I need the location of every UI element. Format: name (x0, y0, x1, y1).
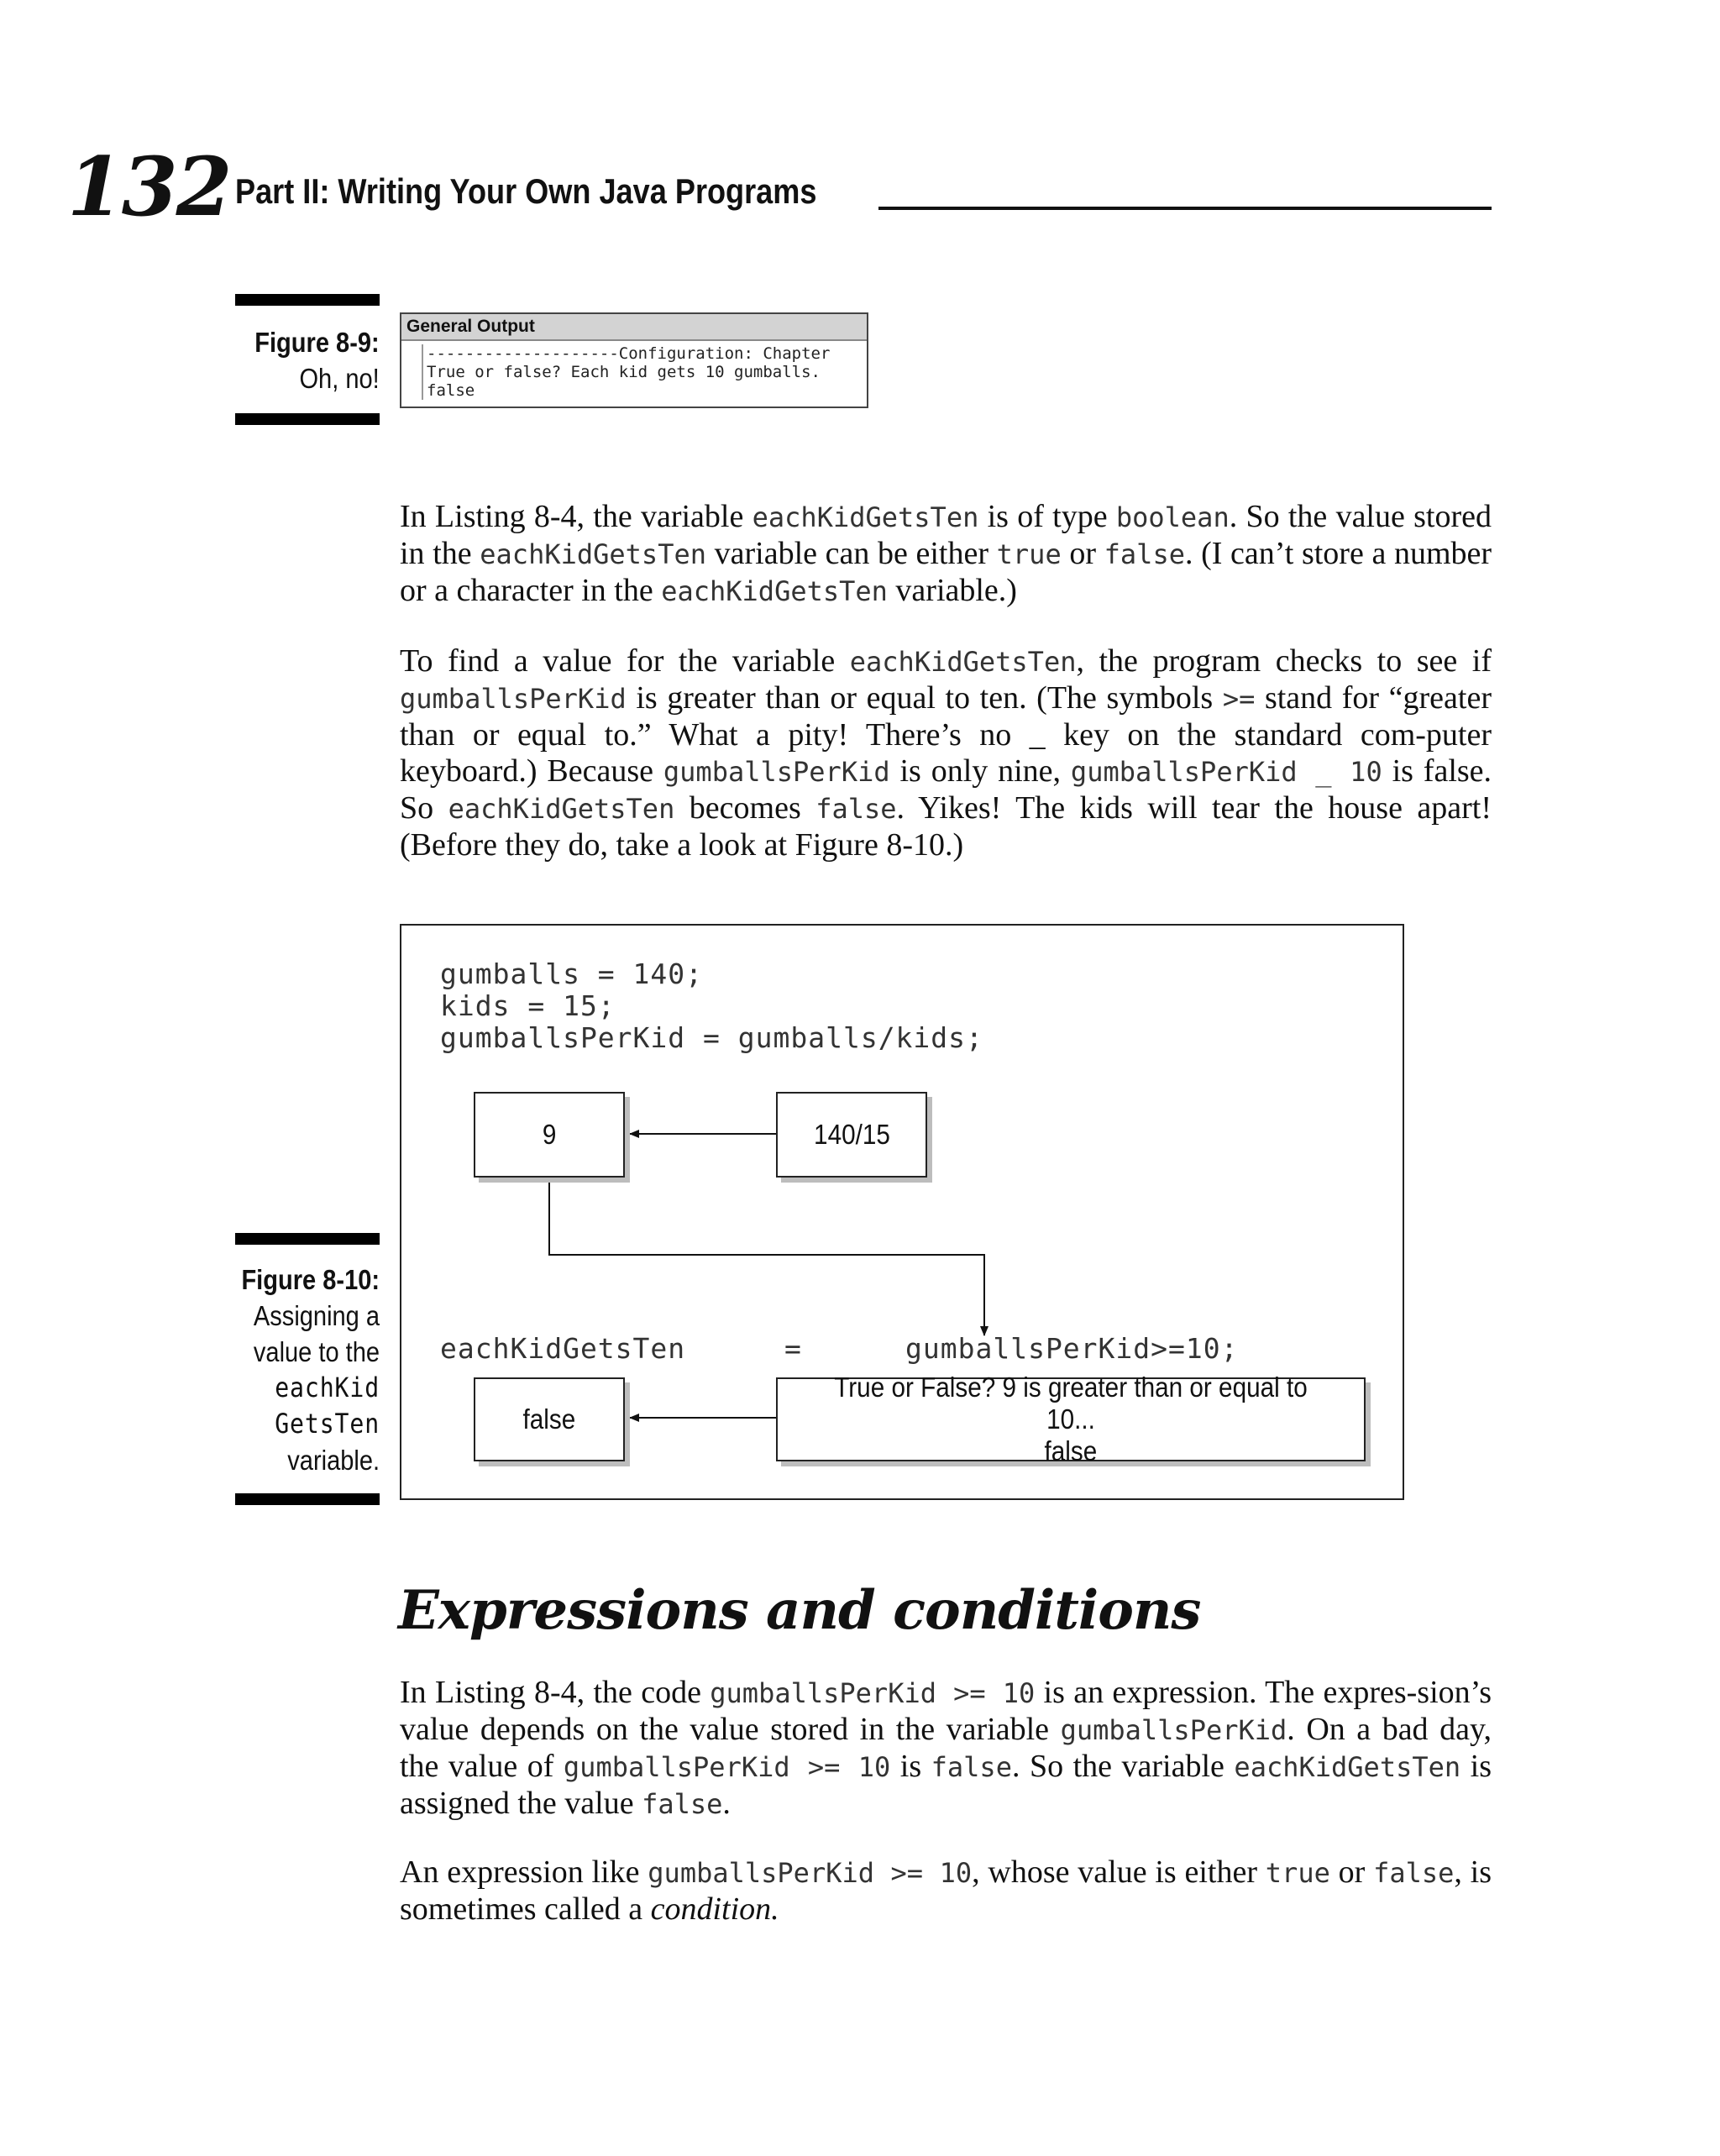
inline-code: gumballsPerKid >= 10 (563, 1751, 891, 1783)
text-run: variable.) (887, 573, 1017, 608)
paragraph-boolean-type (400, 499, 1492, 610)
text-run: . (722, 1786, 731, 1821)
text-run: . So the value stored in the (400, 499, 1492, 571)
inline-code: eachKidGetsTen (480, 538, 706, 570)
connector-result-to-condition (549, 1161, 984, 1335)
figure-8-9-caption-text: Oh, no! (299, 363, 380, 394)
caption-code-line: eachKid (275, 1372, 380, 1403)
caption-line: variable. (287, 1445, 380, 1476)
inline-code: true (1265, 1857, 1330, 1889)
console-line: --------------------Configuration: Chapter (427, 344, 831, 363)
text-run: is only nine, (889, 753, 1071, 789)
assign-condition: gumballsPerKid>=10; (905, 1332, 1239, 1365)
inline-code: gumballsPerKid >= 10 (648, 1857, 973, 1889)
text-run: stand for “greater than or equal to.” What a pity! There’s no _ key on the standard com-puter keyboard.) Because (400, 680, 1492, 789)
inline-code: gumballsPerKid >= 10 (710, 1677, 1036, 1709)
text-run: is of type (978, 499, 1116, 534)
text-run: An expression like (400, 1854, 648, 1890)
inline-code: false (642, 1788, 723, 1820)
caption-line: value to the (253, 1336, 380, 1367)
figure-8-10-caption (241, 1262, 380, 1478)
inline-code: false (1104, 538, 1185, 570)
comparison-question: True or False? 9 is greater than or equal to 10... (834, 1372, 1308, 1435)
inline-code: eachKidGetsTen (448, 793, 675, 825)
figure-8-9-caption (255, 324, 380, 396)
text-run: or (1061, 536, 1104, 571)
console-line: false (427, 381, 475, 400)
text-run: is greater than or equal to ten. (The symbols (626, 680, 1223, 716)
inline-code: eachKidGetsTen (849, 646, 1077, 678)
emphasis: condition. (650, 1891, 779, 1927)
running-head-title: Part II: Writing Your Own Java Programs (235, 171, 817, 211)
result-value: 9 (542, 1119, 557, 1150)
text-run: or (1329, 1854, 1374, 1890)
false-result-box (474, 1377, 625, 1461)
general-output-window (400, 312, 868, 408)
text-run: is false. So (400, 753, 1492, 826)
result-box (474, 1092, 625, 1178)
comparison-box (776, 1372, 1366, 1466)
comparison-answer: false (1044, 1435, 1098, 1466)
paragraph-expression (400, 1675, 1492, 1823)
inline-code: false (1373, 1857, 1455, 1889)
figure-8-10-label: Figure 8-10: (241, 1264, 380, 1295)
text-run: is assigned the value (400, 1749, 1492, 1821)
text-run: is an expression. The expres-sion’s value depends on the value stored in the variable (400, 1675, 1492, 1747)
inline-code: eachKidGetsTen (661, 575, 888, 607)
page-number: 132 (67, 139, 231, 234)
code-line-gumballs-per-kid: gumballsPerKid = gumballs/kids; (440, 1021, 983, 1054)
inline-code: false (931, 1751, 1012, 1783)
inline-code: gumballsPerKid (663, 756, 890, 788)
caption-code-line: GetsTen (275, 1408, 380, 1440)
inline-code: >= (1222, 683, 1256, 715)
text-run: In Listing 8-4, the variable (400, 499, 752, 534)
inline-code: false (815, 793, 897, 825)
figure-8-9-label: Figure 8-9: (254, 327, 380, 358)
caption-line: Assigning a (253, 1300, 380, 1331)
console-output (422, 344, 867, 400)
console-line: True or false? Each kid gets 10 gumballs. (427, 363, 821, 381)
text-run: . (I can’t store a number or a character in the (400, 536, 1492, 608)
figure-8-9-bottom-bar (235, 413, 380, 425)
text-run: . On a bad day, the value of (400, 1712, 1492, 1784)
text-run: , the program checks to see if (1076, 643, 1492, 679)
code-line-kids: kids = 15; (440, 989, 616, 1022)
false-result-value: false (522, 1403, 576, 1435)
inline-code: gumballsPerKid (400, 683, 627, 715)
general-output-title: General Output (401, 314, 867, 341)
text-run: variable can be either (705, 536, 997, 571)
inline-code: boolean (1115, 501, 1230, 533)
inline-code: gumballsPerKid (1060, 1714, 1287, 1746)
inline-code: eachKidGetsTen (752, 501, 979, 533)
text-run: . Yikes! The kids will tear the house apart! (Before they do, take a look at Figure 8-10.) (400, 790, 1492, 863)
text-run: , is sometimes called a (400, 1854, 1492, 1927)
expression-value: 140/15 (813, 1119, 890, 1150)
figure-8-10-top-bar (235, 1233, 380, 1245)
text-run: is (890, 1749, 931, 1784)
text-run: . So the variable (1011, 1749, 1235, 1784)
section-heading: Expressions and conditions (398, 1579, 1201, 1642)
inline-code: true (996, 538, 1062, 570)
text-run: becomes (674, 790, 816, 826)
paragraph-find-value (400, 643, 1492, 863)
assignment-diagram (400, 924, 1404, 1500)
text-run: To find a value for the variable (400, 643, 850, 679)
text-run: , whose value is either (972, 1854, 1266, 1890)
text-run: In Listing 8-4, the code (400, 1675, 711, 1710)
inline-code: eachKidGetsTen (1234, 1751, 1461, 1783)
assign-target: eachKidGetsTen (440, 1332, 686, 1365)
figure-8-9-top-bar (235, 294, 380, 306)
expression-box (776, 1092, 927, 1178)
figure-8-10-bottom-bar (235, 1493, 380, 1505)
code-line-gumballs: gumballs = 140; (440, 957, 704, 990)
assign-operator: = (784, 1332, 802, 1365)
header-rule (878, 207, 1492, 210)
paragraph-condition (400, 1854, 1492, 1928)
inline-code: gumballsPerKid _ 10 (1070, 756, 1382, 788)
